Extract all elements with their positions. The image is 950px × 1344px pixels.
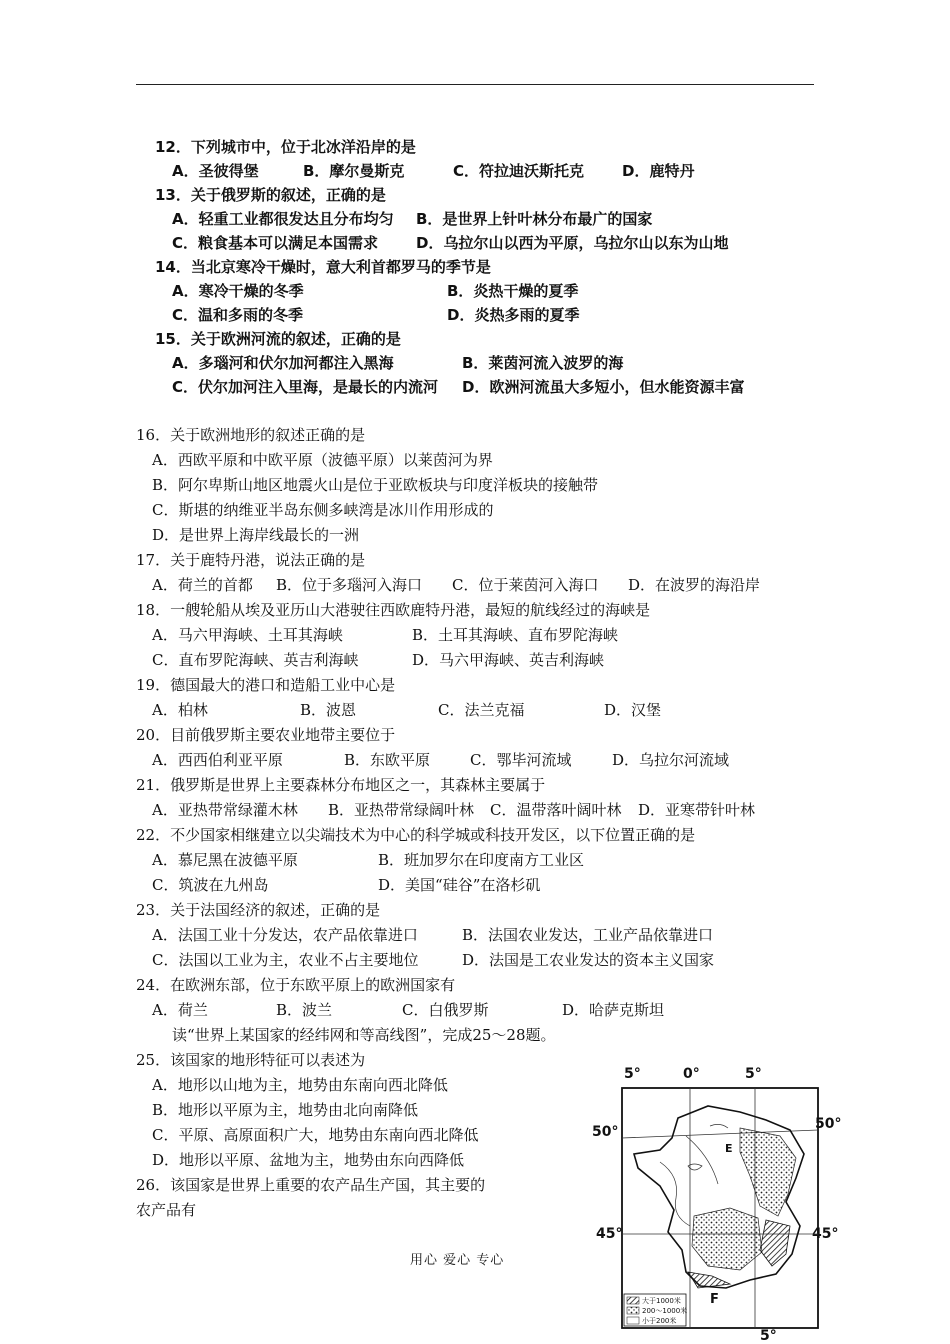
q25-option-a: A．地形以山地为主，地势由东南向西北降低 bbox=[152, 1076, 448, 1094]
q21-stem: 21．俄罗斯是世界上主要森林分布地区之一，其森林主要属于 bbox=[136, 776, 546, 794]
q14-stem: 14．当北京寒冷干燥时，意大利首都罗马的季节是 bbox=[155, 258, 491, 276]
q23-option-b: B．法国农业发达，工业产品依靠进口 bbox=[462, 926, 714, 944]
q22-option-d: D．美国“硅谷”在洛杉矶 bbox=[378, 876, 541, 894]
q19-option-d: D．汉堡 bbox=[604, 701, 662, 719]
q20-option-b: B．东欧平原 bbox=[344, 751, 431, 769]
q21-option-a: A．亚热带常绿灌木林 bbox=[152, 801, 298, 819]
q22-stem: 22．不少国家相继建立以尖端技术为中心的科学城或科技开发区，以下位置正确的是 bbox=[136, 826, 696, 844]
q13-option-d: D．乌拉尔山以西为平原，乌拉尔山以东为山地 bbox=[416, 234, 729, 252]
q22-option-a: A．慕尼黑在波德平原 bbox=[152, 851, 298, 869]
q16-option-d: D．是世界上海岸线最长的一洲 bbox=[152, 526, 360, 544]
q20-stem: 20．目前俄罗斯主要农业地带主要位于 bbox=[136, 726, 396, 744]
q15-option-b: B．莱茵河流入波罗的海 bbox=[462, 354, 624, 372]
q21-option-b: B．亚热带常绿阔叶林 bbox=[328, 801, 475, 819]
header-rule bbox=[136, 84, 814, 85]
legend-mid: 200～1000米 bbox=[642, 1307, 688, 1315]
lon-label-0: 0° bbox=[683, 1066, 700, 1082]
q18-option-a: A．马六甲海峡、土耳其海峡 bbox=[152, 626, 343, 644]
q15-option-d: D．欧洲河流虽大多短小，但水能资源丰富 bbox=[462, 378, 745, 396]
q13-option-a: A．轻重工业都很发达且分布均匀 bbox=[172, 210, 394, 228]
q24-option-a: A．荷兰 bbox=[152, 1001, 208, 1019]
map-point-e: E bbox=[725, 1142, 733, 1155]
q21-option-d: D．亚寒带针叶林 bbox=[638, 801, 756, 819]
q12-option-c: C．符拉迪沃斯托克 bbox=[453, 162, 585, 180]
map-intro: 读“世界上某国家的经纬网和等高线图”，完成25～28题。 bbox=[172, 1026, 556, 1044]
q26-stem-line2: 农产品有 bbox=[136, 1201, 197, 1219]
q18-stem: 18．一艘轮船从埃及亚历山大港驶往西欧鹿特丹港，最短的航线经过的海峡是 bbox=[136, 601, 651, 619]
q24-option-d: D．哈萨克斯坦 bbox=[562, 1001, 665, 1019]
legend-low: 小于200米 bbox=[642, 1317, 677, 1325]
q20-option-a: A．西西伯利亚平原 bbox=[152, 751, 283, 769]
q13-option-c: C．粮食基本可以满足本国需求 bbox=[172, 234, 379, 252]
q19-option-b: B．波恩 bbox=[300, 701, 357, 719]
q16-option-b: B．阿尔卑斯山地区地震火山是位于亚欧板块与印度洋板块的接触带 bbox=[152, 476, 599, 494]
page-footer: 用心 爱心 专心 bbox=[410, 1253, 505, 1268]
q12-stem: 12．下列城市中，位于北冰洋沿岸的是 bbox=[155, 138, 416, 156]
q24-option-c: C．白俄罗斯 bbox=[402, 1001, 489, 1019]
q23-option-a: A．法国工业十分发达，农产品依靠进口 bbox=[152, 926, 418, 944]
q14-option-c: C．温和多雨的冬季 bbox=[172, 306, 304, 324]
q16-stem: 16．关于欧洲地形的叙述正确的是 bbox=[136, 426, 366, 444]
q17-option-d: D．在波罗的海沿岸 bbox=[628, 576, 761, 594]
q22-option-c: C．筑波在九州岛 bbox=[152, 876, 269, 894]
q18-option-d: D．马六甲海峡、英吉利海峡 bbox=[412, 651, 605, 669]
lat-label-45-right: 45° bbox=[812, 1226, 839, 1242]
q13-option-b: B．是世界上针叶林分布最广的国家 bbox=[416, 210, 653, 228]
lon-label-5e: 5° bbox=[745, 1066, 762, 1082]
q24-option-b: B．波兰 bbox=[276, 1001, 333, 1019]
q17-option-a: A．荷兰的首都 bbox=[152, 576, 253, 594]
q17-option-c: C．位于莱茵河入海口 bbox=[452, 576, 599, 594]
q19-stem: 19．德国最大的港口和造船工业中心是 bbox=[136, 676, 396, 694]
q15-stem: 15．关于欧洲河流的叙述，正确的是 bbox=[155, 330, 401, 348]
q21-option-c: C．温带落叶阔叶林 bbox=[490, 801, 622, 819]
q25-option-d: D．地形以平原、盆地为主，地势由东向西降低 bbox=[152, 1151, 465, 1169]
q16-option-c: C．斯堪的纳维亚半岛东侧多峡湾是冰川作用形成的 bbox=[152, 501, 494, 519]
q25-stem: 25．该国家的地形特征可以表述为 bbox=[136, 1051, 366, 1069]
lon-label-5w: 5° bbox=[624, 1066, 641, 1082]
q15-option-c: C．伏尔加河注入里海，是最长的内流河 bbox=[172, 378, 439, 396]
q12-option-a: A．圣彼得堡 bbox=[172, 162, 259, 180]
q20-option-c: C．鄂毕河流域 bbox=[470, 751, 572, 769]
q22-option-b: B．班加罗尔在印度南方工业区 bbox=[378, 851, 585, 869]
lat-label-45-left: 45° bbox=[596, 1226, 623, 1242]
q26-stem-line1: 26．该国家是世界上重要的农产品生产国，其主要的 bbox=[136, 1176, 486, 1194]
q23-option-c: C．法国以工业为主，农业不占主要地位 bbox=[152, 951, 419, 969]
q19-option-a: A．柏林 bbox=[152, 701, 208, 719]
q15-option-a: A．多瑙河和伏尔加河都注入黑海 bbox=[172, 354, 394, 372]
lon-label-bottom: 5° bbox=[760, 1328, 777, 1344]
q20-option-d: D．乌拉尔河流域 bbox=[612, 751, 730, 769]
legend-high: 大于1000米 bbox=[642, 1297, 681, 1305]
q13-stem: 13．关于俄罗斯的叙述，正确的是 bbox=[155, 186, 386, 204]
q14-option-d: D．炎热多雨的夏季 bbox=[447, 306, 580, 324]
q23-stem: 23．关于法国经济的叙述，正确的是 bbox=[136, 901, 381, 919]
map-graphic bbox=[590, 1066, 850, 1344]
q25-option-c: C．平原、高原面积广大，地势由东南向西北降低 bbox=[152, 1126, 479, 1144]
q12-option-d: D．鹿特丹 bbox=[622, 162, 695, 180]
q12-option-b: B．摩尔曼斯克 bbox=[303, 162, 405, 180]
q24-stem: 24．在欧洲东部，位于东欧平原上的欧洲国家有 bbox=[136, 976, 456, 994]
lat-label-50-right: 50° bbox=[815, 1116, 842, 1132]
lat-label-50-left: 50° bbox=[592, 1124, 619, 1140]
q19-option-c: C．法兰克福 bbox=[438, 701, 525, 719]
q25-option-b: B．地形以平原为主，地势由北向南降低 bbox=[152, 1101, 419, 1119]
map-point-f: F bbox=[710, 1292, 719, 1307]
q14-option-a: A．寒冷干燥的冬季 bbox=[172, 282, 304, 300]
q17-stem: 17．关于鹿特丹港，说法正确的是 bbox=[136, 551, 366, 569]
q14-option-b: B．炎热干燥的夏季 bbox=[447, 282, 579, 300]
q17-option-b: B．位于多瑙河入海口 bbox=[276, 576, 423, 594]
france-contour-map bbox=[590, 1066, 850, 1344]
q16-option-a: A．西欧平原和中欧平原（波德平原）以莱茵河为界 bbox=[152, 451, 493, 469]
q23-option-d: D．法国是工农业发达的资本主义国家 bbox=[462, 951, 715, 969]
q18-option-b: B．土耳其海峡、直布罗陀海峡 bbox=[412, 626, 619, 644]
q18-option-c: C．直布罗陀海峡、英吉利海峡 bbox=[152, 651, 359, 669]
